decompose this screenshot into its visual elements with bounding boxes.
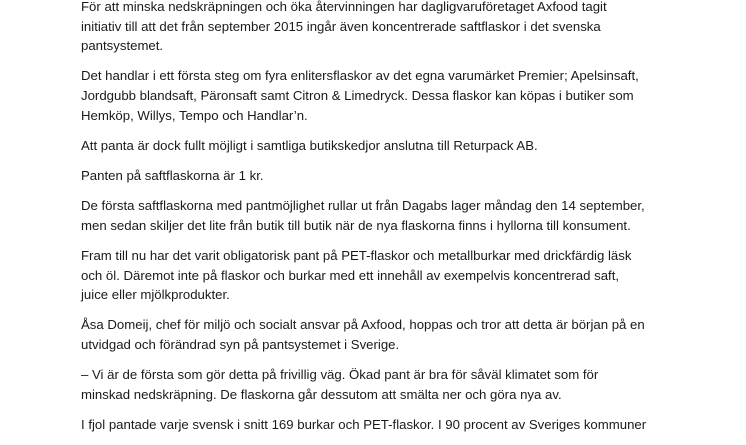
- text-line: initiativ till att det från september 2015 ingår även koncentrerade saftflaskor i det svenska: [81, 18, 601, 34]
- paragraph-products: [81, 66, 721, 125]
- text-line: Åsa Domeij, chef för miljö och socialt ansvar på Axfood, hoppas och tror att detta är början på en: [81, 317, 645, 333]
- text-line: pantsystemet.: [81, 38, 164, 54]
- text-line: Att panta är dock fullt möjligt i samtliga butikskedjor anslutna till Returpack AB.: [81, 137, 538, 153]
- document-body: [81, 0, 721, 445]
- text-line: – Vi är de första som gör detta på frivillig väg. Ökad pant är bra för såväl klimatet som för: [81, 367, 599, 383]
- paragraph-deposit: [81, 166, 721, 186]
- text-line: Det handlar i ett första steg om fyra enlitersflaskor av det egna varumärket Premier; Apelsinsaft,: [81, 68, 639, 84]
- paragraph-background: [81, 246, 721, 305]
- text-line: Hemköp, Willys, Tempo och Handlar’n.: [81, 107, 308, 123]
- text-line: men sedan skiljer det lite från butik till butik när de nya flaskorna finns i hyllorna till konsument.: [81, 217, 631, 233]
- text-line: I fjol pantade varje svensk i snitt 169 burkar och PET-flaskor. I 90 procent av Sveriges kommuner: [81, 416, 647, 432]
- paragraph-intro: [81, 0, 721, 56]
- text-line: minskad nedskräpning. De flaskorna går dessutom att smälta ner och göra nya av.: [81, 386, 562, 402]
- paragraph-quote: [81, 365, 721, 404]
- text-line: För att minska nedskräpningen och öka återvinningen har dagligvaruföretaget Axfood tagit: [81, 0, 607, 14]
- text-line: utvidgad och förändrad syn på pantsystemet i Sverige.: [81, 336, 400, 352]
- text-line: Panten på saftflaskorna är 1 kr.: [81, 167, 264, 183]
- text-line: Fram till nu har det varit obligatorisk pant på PET-flaskor och metallburkar med drickfärdig läsk: [81, 247, 632, 263]
- paragraph-rollout: [81, 196, 721, 235]
- paragraph-domeij: [81, 315, 721, 354]
- paragraph-returpack: [81, 136, 721, 156]
- text-line: Jordgubb blandsaft, Päronsaft samt Citron & Limedryck. Dessa flaskor kan köpas i butiker som: [81, 87, 634, 103]
- text-line: och öl. Däremot inte på flaskor och burkar med ett innehåll av exempelvis koncentrerad saft,: [81, 267, 620, 283]
- text-line: De första saftflaskorna med pantmöjlighet rullar ut från Dagabs lager måndag den 14 september,: [81, 198, 645, 214]
- text-line: juice eller mjölkprodukter.: [81, 287, 230, 303]
- paragraph-statistics: [81, 415, 721, 435]
